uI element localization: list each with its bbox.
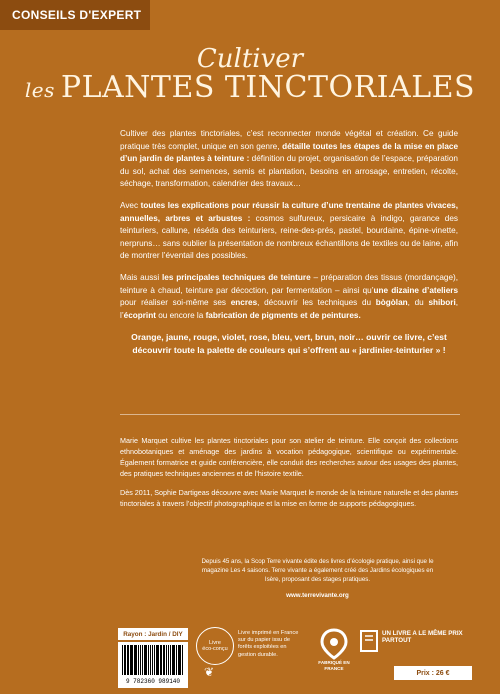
text: Cultiver des plantes tinctoriales, c’est reconnecter monde végétal et création. Ce guide pratique très complet, unique en son genre, — [120, 129, 458, 151]
text-bold: fabrication de pigments et de peintures. — [205, 310, 361, 320]
publisher-url[interactable]: www.terrevivante.org — [286, 591, 349, 599]
text: pour réaliser soi-même ses — [120, 298, 231, 308]
price-label: Prix : 26 € — [394, 666, 472, 680]
text-bold: encres — [230, 298, 258, 308]
leaf-icon: ❦ — [204, 665, 215, 679]
intro-paragraph-3 — [120, 272, 458, 322]
barcode-bars — [122, 645, 184, 675]
text: cosmos sulfureux, persicaire à indigo, garance des teinturiers, callune, réséda des teinturiers, reine-des-prés, pastel, bourdaine, épine-vinette, nerpruns… sans oublier la présentation de nombreux échantillons de textiles ou de laine, afin de montrer l’éventail des possibles. — [120, 213, 459, 261]
text: Mais aussi — [120, 272, 163, 282]
text-bold: toutes les explications pour réussir la culture d’une trentaine de plantes vivaces, annuelles, arbres et arbustes : — [120, 200, 458, 223]
book-icon — [360, 630, 378, 652]
print-info: Livre imprimé en France sur du papier issu de forêts exploitées en gestion durable. — [238, 630, 299, 658]
text: ou encore la — [155, 310, 206, 320]
collection-banner: CONSEILS D'EXPERT — [0, 0, 150, 30]
eco-logo-line1: Livre — [209, 639, 221, 646]
text: , du — [407, 298, 429, 308]
rayon-label: Rayon : Jardin / DIY — [118, 628, 188, 640]
prix-unique-text: UN LIVRE A LE MÊME PRIX PARTOUT — [382, 630, 463, 644]
text: , découvrir les techniques du — [257, 298, 376, 308]
fabrique-label: FABRIQUÉ EN FRANCE — [318, 660, 350, 671]
text: Avec — [120, 200, 141, 210]
fabrique-en-france-logo — [314, 628, 354, 678]
authors-bio — [120, 435, 458, 517]
prix-unique-logo — [360, 630, 470, 658]
description — [120, 128, 458, 366]
text-bold: détaille toutes les étapes de la mise en place d’un jardin de plantes à teinture : — [120, 141, 458, 164]
publisher-text: Depuis 45 ans, la Scop Terre vivante édite des livres d’écologie pratique, ainsi que le magazine Les 4 saisons. Terre vivante a également créé des Jardins écologiques en Isère, proposant des stages pratiques. — [201, 558, 434, 584]
isbn-digits: 9 782360 989140 — [125, 678, 180, 685]
intro-paragraph-1 — [120, 128, 458, 191]
title-line2 — [0, 70, 500, 105]
divider — [120, 414, 460, 415]
text: définition du projet, organisation de l’espace, préparation du sol, achat des semences, semis et plantation, besoins en arrosage, entretien, récolte, séchage, transformation, calendrier des travaux… — [120, 154, 458, 189]
text: – préparation des tissus (mordançage), teinture à chaud, teinture par décoction, par fermentation – ainsi qu’ — [120, 272, 458, 295]
text-bold: bògòlan — [375, 298, 408, 308]
author-paragraph-1: Marie Marquet cultive les plantes tinctoriales pour son atelier de teinture. Elle conçoit des collections ethnobotaniques et aménage des jardins à vocation pédagogique, scientifique ou expérimentale. Également formatrice et guide conférencière, elle conduit des recherches autour des usages des plantes, des pratiques techniques anciennes et de l’histoire textile. — [120, 436, 458, 478]
eco-concu-logo — [196, 627, 234, 665]
highlight-paragraph: Orange, jaune, rouge, violet, rose, bleu, vert, brun, noir… ouvrir ce livre, c’est découvrir toute la palette de couleurs qui s’offrent au « jardinier-teinturier » ! — [131, 332, 447, 356]
barcode — [118, 642, 188, 688]
title-main: PLANTES TINCTORIALES — [60, 70, 476, 105]
text-bold: les principales techniques de teinture — [162, 272, 311, 282]
eco-logo-line2: éco-conçu — [202, 646, 228, 652]
title-les: les — [24, 78, 55, 102]
author-paragraph-2: Dès 2011, Sophie Dartigeas découvre avec Marie Marquet le monde de la teinture naturelle et des plantes tinctoriales à travers l’objectif photographique et la mise en forme de supports pédagogiques. — [120, 488, 458, 508]
title-line1: Cultiver — [196, 44, 304, 74]
intro-paragraph-2 — [120, 200, 458, 263]
text-bold: une dizaine d’ateliers — [373, 285, 459, 295]
text: , l’ — [120, 298, 459, 320]
map-pin-icon — [314, 628, 354, 660]
publisher-info — [195, 557, 440, 600]
text-bold: écoprint — [123, 310, 156, 320]
text-bold: shibori — [428, 298, 456, 308]
